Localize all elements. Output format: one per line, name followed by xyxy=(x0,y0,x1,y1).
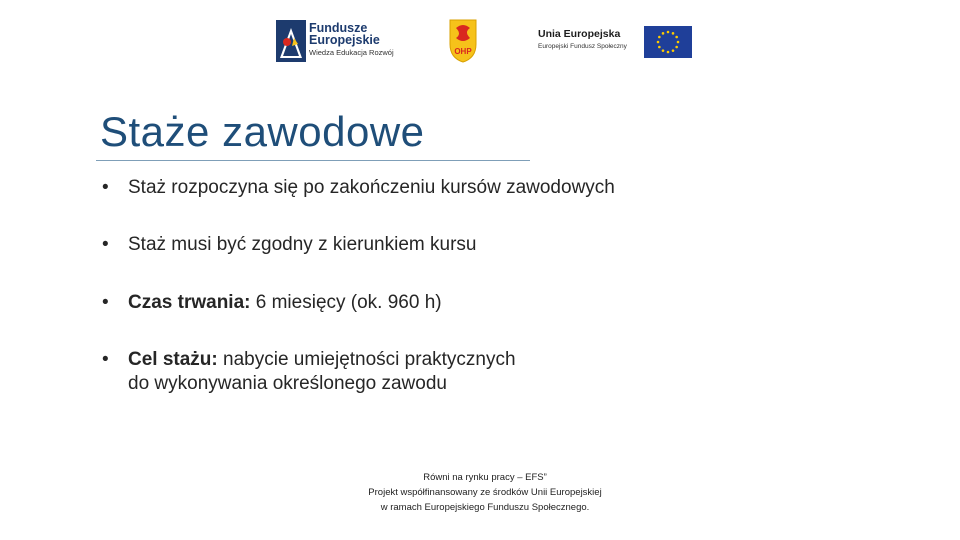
logo-bar xyxy=(0,16,960,68)
fe-emblem-icon xyxy=(276,20,306,62)
eu-star-icon xyxy=(672,32,675,35)
slide-title: Staże zawodowe xyxy=(100,108,425,155)
eu-star-icon xyxy=(658,36,661,39)
fe-line1: Fundusze xyxy=(309,21,368,35)
footer-line1: Równi na rynku pracy – EFS” xyxy=(423,472,547,483)
title-underline xyxy=(96,160,530,161)
bullet-label: Czas trwania: xyxy=(128,292,251,313)
bullet-text: 6 miesięcy (ok. 960 h) xyxy=(250,292,442,313)
footer-line2: Projekt współfinansowany ze środków Unii Europejskiej xyxy=(368,487,602,498)
fe-line2: Europejskie xyxy=(309,33,380,47)
bullet-text: Staż musi być zgodny z kierunkiem kursu xyxy=(128,234,477,255)
unia-europejska-logo xyxy=(534,16,694,68)
eu-star-icon xyxy=(662,32,665,35)
eu-flag-icon xyxy=(644,26,692,58)
bullet-item xyxy=(100,348,516,396)
eu-star-icon xyxy=(667,31,670,34)
ue-line1: Unia Europejska xyxy=(538,28,621,40)
ohp-emblem-icon xyxy=(444,16,482,64)
eu-star-icon xyxy=(662,49,665,52)
bullet-text: Staż rozpoczyna się po zakończeniu kursów zawodowych xyxy=(128,177,615,198)
fe-line3: Wiedza Edukacja Rozwój xyxy=(309,48,394,57)
eu-star-icon xyxy=(675,46,678,49)
bullet-item xyxy=(100,176,615,200)
ue-line2: Europejski Fundusz Społeczny xyxy=(538,43,627,50)
bullet-label: Cel stażu: xyxy=(128,349,218,370)
eu-star-icon xyxy=(675,36,678,39)
bullet-text-line2: do wykonywania określonego zawodu xyxy=(128,373,447,394)
bullet-text: nabycie umiejętności praktycznych xyxy=(217,349,516,370)
eu-star-icon xyxy=(677,41,680,44)
ohp-logo xyxy=(444,16,484,68)
bullet-item xyxy=(100,233,476,257)
eu-star-icon xyxy=(667,51,670,54)
eu-star-icon xyxy=(658,46,661,49)
eu-star-icon xyxy=(672,49,675,52)
eu-star-icon xyxy=(657,41,660,44)
bullet-item xyxy=(100,291,442,315)
fundusze-europejskie-logo xyxy=(276,16,406,68)
footer xyxy=(300,470,670,515)
ohp-text: OHP xyxy=(454,47,472,56)
footer-line3: w ramach Europejskiego Funduszu Społecznego. xyxy=(380,502,590,513)
